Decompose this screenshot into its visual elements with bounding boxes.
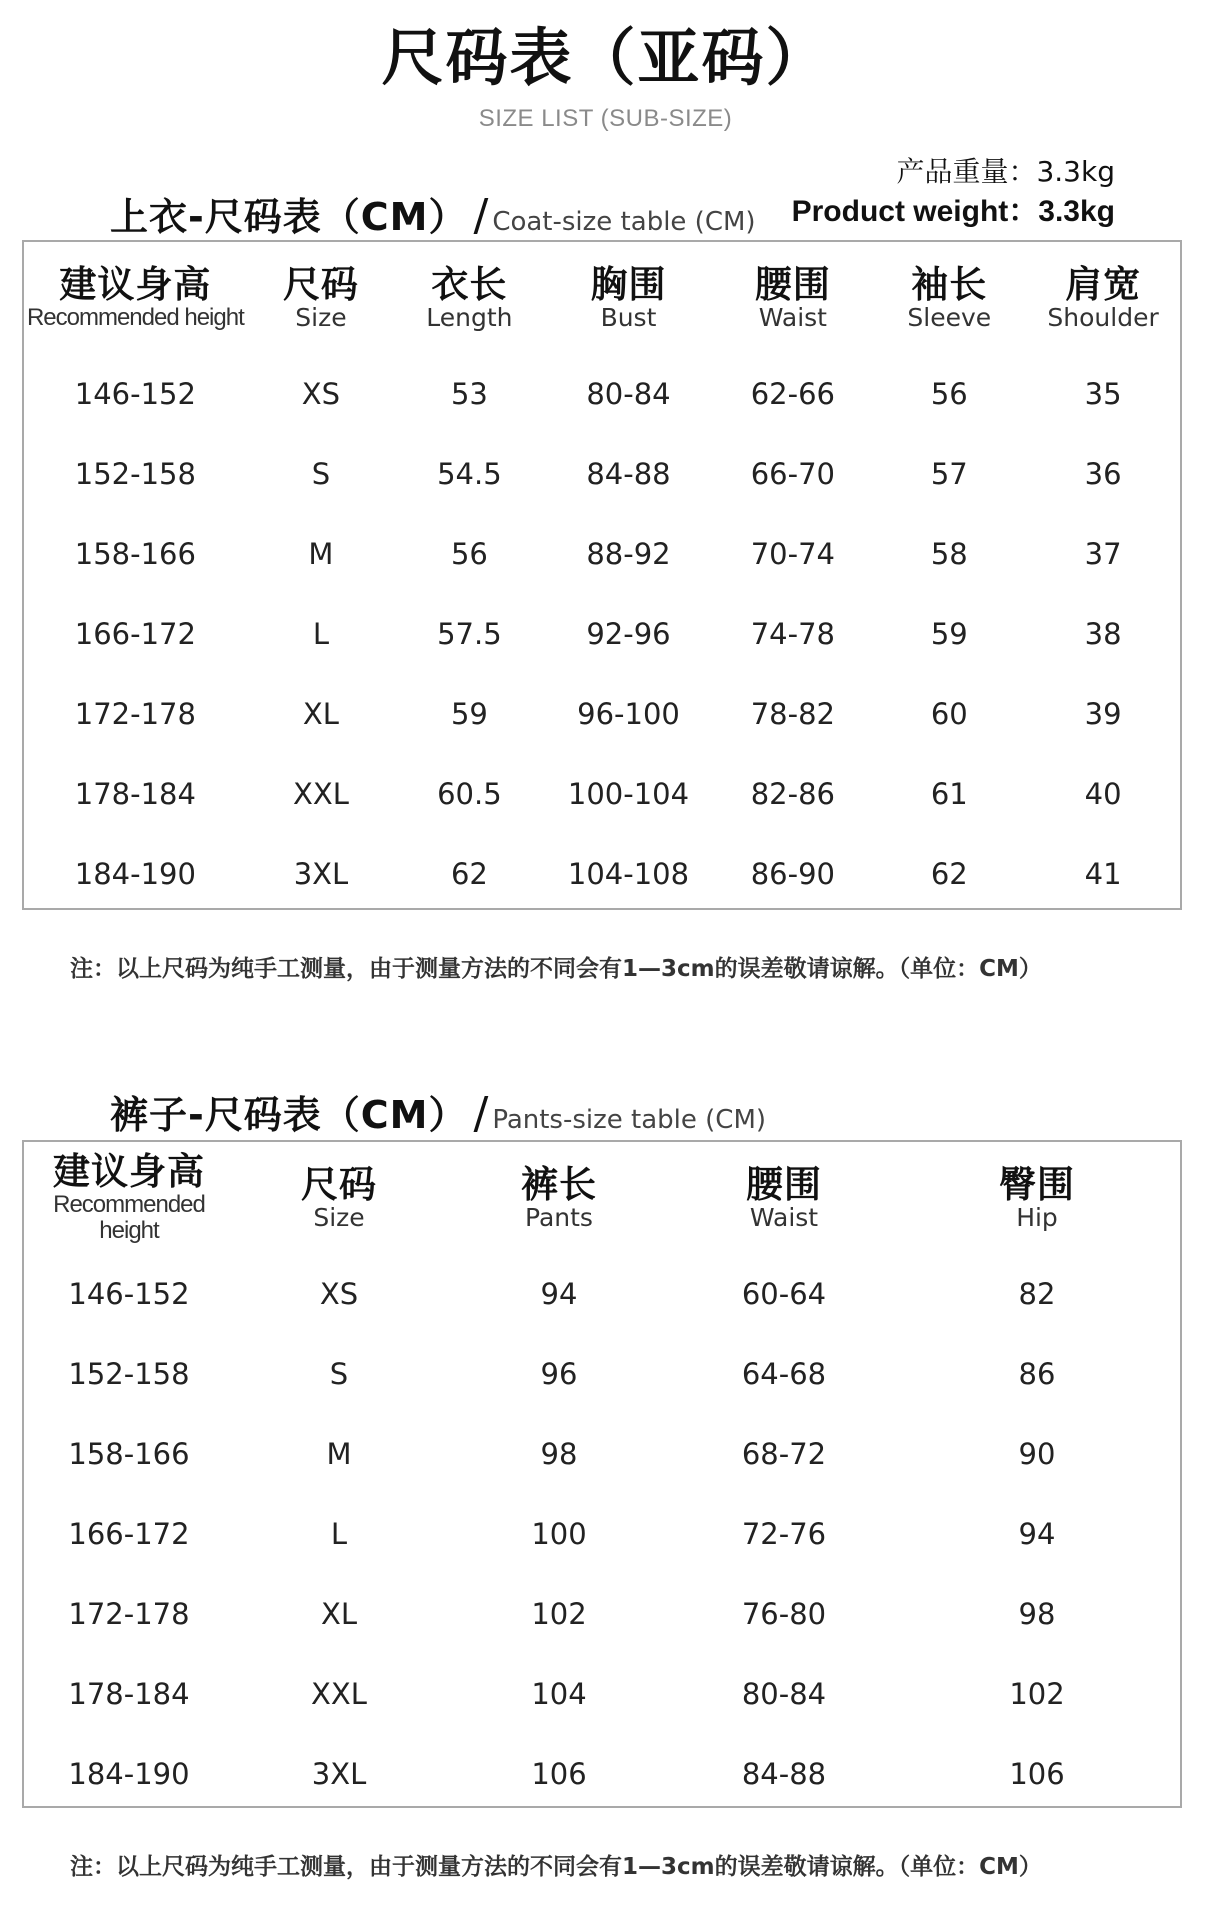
table-cell: 78-82 — [750, 697, 835, 731]
pants-title-cn: 裤子-尺码表（CM） — [110, 1093, 468, 1137]
table-cell: 178-184 — [68, 1677, 190, 1711]
coat-title-en: Coat-size table (CM) — [492, 207, 756, 237]
table-cell: 58 — [930, 537, 968, 571]
table-cell: 37 — [1084, 537, 1122, 571]
table-row — [24, 1414, 1180, 1494]
table-cell: 56 — [930, 377, 968, 411]
table-cell: 80-84 — [741, 1677, 827, 1711]
table-cell: 54.5 — [437, 457, 502, 491]
coat-col-size-en: Size — [295, 303, 347, 332]
table-cell: M — [326, 1437, 352, 1471]
table-cell: 39 — [1084, 697, 1122, 731]
table-cell: XS — [301, 377, 341, 411]
table-cell: 66-70 — [750, 457, 835, 491]
table-cell: 82 — [1018, 1277, 1056, 1311]
pants-size-table — [22, 1140, 1182, 1808]
table-cell: 35 — [1084, 377, 1122, 411]
table-cell: 3XL — [293, 857, 349, 891]
pants-col-height-cn: 建议身高 — [53, 1150, 205, 1193]
coat-col-height-cn: 建议身高 — [59, 263, 212, 306]
product-weight — [792, 152, 1115, 232]
table-cell: 62 — [930, 857, 968, 891]
product-weight-cn: 产品重量：3.3kg — [896, 155, 1115, 188]
table-row — [24, 354, 1180, 434]
table-cell: 3XL — [311, 1757, 367, 1791]
table-cell: 59 — [930, 617, 968, 651]
table-cell: M — [308, 537, 334, 571]
pants-col-size-cn: 尺码 — [301, 1163, 377, 1206]
table-row — [24, 1654, 1180, 1734]
table-cell: 146-152 — [68, 1277, 190, 1311]
table-cell: 86-90 — [750, 857, 835, 891]
table-cell: 152-158 — [74, 457, 196, 491]
pants-header-row — [24, 1142, 1180, 1254]
pants-col-hip — [894, 1142, 1180, 1254]
pants-col-height — [24, 1142, 234, 1254]
table-cell: 104-108 — [567, 857, 690, 891]
table-cell: 102 — [1009, 1677, 1065, 1711]
table-cell: 90 — [1018, 1437, 1056, 1471]
table-row — [24, 1494, 1180, 1574]
table-cell: 146-152 — [74, 377, 196, 411]
table-cell: 84-88 — [741, 1757, 827, 1791]
table-cell: 96 — [540, 1357, 578, 1391]
table-cell: 172-178 — [74, 697, 196, 731]
coat-col-size — [247, 242, 395, 354]
table-cell: XXL — [292, 777, 349, 811]
table-cell: 92-96 — [586, 617, 671, 651]
coat-col-shoulder-en: Shoulder — [1047, 303, 1159, 332]
coat-col-bust — [544, 242, 714, 354]
coat-col-shoulder — [1026, 242, 1180, 354]
table-cell: 64-68 — [741, 1357, 827, 1391]
coat-title-slash: / — [473, 190, 489, 241]
table-cell: 72-76 — [741, 1517, 827, 1551]
table-cell: 70-74 — [750, 537, 835, 571]
table-cell: S — [329, 1357, 349, 1391]
table-row — [24, 1574, 1180, 1654]
coat-col-waist — [713, 242, 872, 354]
coat-col-height — [24, 242, 247, 354]
table-cell: 166-172 — [68, 1517, 190, 1551]
table-cell: 178-184 — [74, 777, 196, 811]
table-cell: 96-100 — [577, 697, 680, 731]
table-cell: 100-104 — [567, 777, 690, 811]
table-cell: 59 — [450, 697, 488, 731]
table-cell: XXL — [311, 1677, 367, 1711]
coat-col-height-en: Recommended height — [26, 304, 244, 331]
table-cell: 102 — [531, 1597, 587, 1631]
pants-col-waist — [674, 1142, 894, 1254]
pants-col-height-en: Recommended height — [53, 1191, 205, 1244]
table-cell: 106 — [1009, 1757, 1065, 1791]
pants-col-length — [444, 1142, 674, 1254]
table-cell: 94 — [1018, 1517, 1056, 1551]
table-cell: 158-166 — [74, 537, 196, 571]
table-cell: 61 — [930, 777, 968, 811]
table-cell: 104 — [531, 1677, 587, 1711]
pants-col-hip-en: Hip — [1016, 1203, 1058, 1232]
table-cell: XL — [320, 1597, 358, 1631]
pants-table — [24, 1142, 1180, 1814]
table-cell: 88-92 — [586, 537, 671, 571]
coat-col-length — [395, 242, 543, 354]
table-cell: XS — [319, 1277, 359, 1311]
coat-col-length-en: Length — [426, 303, 513, 332]
table-cell: 166-172 — [74, 617, 196, 651]
coat-table — [24, 242, 1180, 914]
table-cell: 100 — [531, 1517, 587, 1551]
table-cell: 82-86 — [750, 777, 835, 811]
table-cell: 106 — [531, 1757, 587, 1791]
pants-col-waist-en: Waist — [749, 1203, 819, 1232]
coat-header-row — [24, 242, 1180, 354]
table-cell: 36 — [1084, 457, 1122, 491]
table-cell: 158-166 — [68, 1437, 190, 1471]
table-cell: 62-66 — [750, 377, 835, 411]
table-cell: 62 — [450, 857, 488, 891]
coat-col-bust-en: Bust — [600, 303, 657, 332]
table-row — [24, 594, 1180, 674]
table-cell: 94 — [540, 1277, 578, 1311]
table-cell: 74-78 — [750, 617, 835, 651]
table-cell: 53 — [450, 377, 488, 411]
coat-col-sleeve-en: Sleeve — [907, 303, 992, 332]
table-cell: 57.5 — [437, 617, 502, 651]
pants-title-en: Pants-size table (CM) — [492, 1105, 767, 1135]
table-row — [24, 1334, 1180, 1414]
coat-col-waist-en: Waist — [758, 303, 827, 332]
coat-col-waist-cn: 腰围 — [754, 263, 831, 306]
pants-title-slash: / — [473, 1088, 489, 1139]
table-cell: 184-190 — [68, 1757, 190, 1791]
coat-title-cn: 上衣-尺码表（CM） — [110, 195, 468, 239]
table-cell: S — [311, 457, 331, 491]
table-row — [24, 674, 1180, 754]
table-cell: 172-178 — [68, 1597, 190, 1631]
table-row — [24, 834, 1180, 914]
table-row — [24, 754, 1180, 834]
coat-col-length-cn: 衣长 — [431, 263, 508, 306]
table-cell: 86 — [1018, 1357, 1056, 1391]
table-cell: 57 — [930, 457, 968, 491]
page-title: 尺码表（亚码） — [381, 21, 830, 94]
product-weight-en: Product weight：3.3kg — [791, 195, 1115, 228]
pants-col-length-cn: 裤长 — [521, 1163, 597, 1206]
table-cell: XL — [302, 697, 339, 731]
pants-section-title — [110, 1084, 766, 1139]
table-cell: 76-80 — [741, 1597, 827, 1631]
table-cell: 98 — [1018, 1597, 1056, 1631]
table-cell: 60 — [930, 697, 968, 731]
table-cell: 60-64 — [741, 1277, 827, 1311]
coat-col-bust-cn: 胸围 — [590, 263, 667, 306]
coat-col-sleeve — [872, 242, 1026, 354]
coat-col-size-cn: 尺码 — [282, 263, 359, 306]
table-cell: L — [312, 617, 330, 651]
table-cell: 68-72 — [741, 1437, 827, 1471]
table-row — [24, 1734, 1180, 1814]
coat-section-title — [110, 186, 756, 241]
coat-size-table — [22, 240, 1182, 910]
table-cell: 152-158 — [68, 1357, 190, 1391]
coat-col-sleeve-cn: 袖长 — [911, 263, 988, 306]
table-cell: 40 — [1084, 777, 1122, 811]
table-cell: 84-88 — [586, 457, 671, 491]
table-cell: 184-190 — [74, 857, 196, 891]
pants-col-hip-cn: 臀围 — [999, 1163, 1075, 1206]
table-cell: 80-84 — [586, 377, 671, 411]
pants-col-size — [234, 1142, 444, 1254]
table-cell: 41 — [1084, 857, 1122, 891]
pants-col-length-en: Pants — [525, 1203, 593, 1232]
table-row — [24, 434, 1180, 514]
table-row — [24, 1254, 1180, 1334]
pants-col-waist-cn: 腰围 — [746, 1163, 822, 1206]
table-cell: 56 — [450, 537, 488, 571]
table-cell: 98 — [540, 1437, 578, 1471]
table-cell: 38 — [1084, 617, 1122, 651]
coat-col-shoulder-cn: 肩宽 — [1065, 263, 1142, 306]
table-row — [24, 514, 1180, 594]
table-cell: L — [330, 1517, 348, 1551]
pants-note: 注：以上尺码为纯手工测量，由于测量方法的不同会有1—3cm的误差敬请谅解。（单位：CM） — [70, 1854, 1042, 1880]
page-subtitle: SIZE LIST (SUB-SIZE) — [478, 105, 733, 132]
coat-note: 注：以上尺码为纯手工测量，由于测量方法的不同会有1—3cm的误差敬请谅解。（单位：CM） — [70, 956, 1042, 982]
pants-col-size-en: Size — [313, 1203, 365, 1232]
table-cell: 60.5 — [437, 777, 502, 811]
